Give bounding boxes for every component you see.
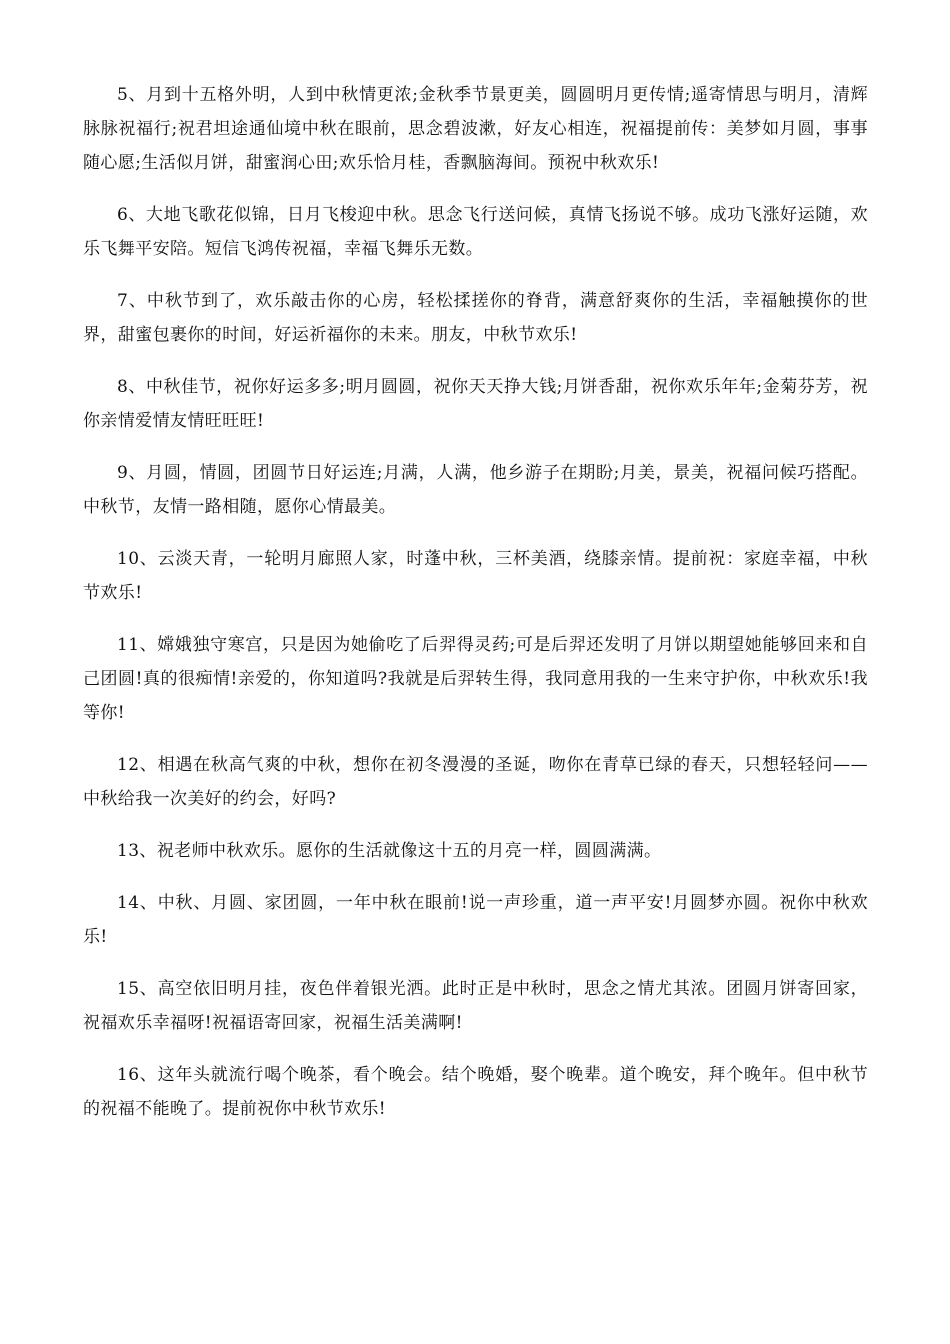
paragraph-15: 15、高空依旧明月挂，夜色伴着银光洒。此时正是中秋时，思念之情尤其浓。团圆月饼寄回家，祝福欢乐幸福呀!祝福语寄回家，祝福生活美满啊! (83, 979, 868, 1033)
paragraph-5: 5、月到十五格外明，人到中秋情更浓;金秋季节景更美，圆圆明月更传情;遥寄情思与明月，清辉脉脉祝福行;祝君坦途通仙境中秋在眼前，思念碧波漱，好友心相连，祝福提前传：美梦如月圆，事事随心愿;生活似月饼，甜蜜润心田;欢乐恰月桂，香飘脑海间。预祝中秋欢乐! (83, 85, 868, 173)
paragraph-16: 16、这年头就流行喝个晚茶，看个晚会。结个晚婚，娶个晚辈。道个晚安，拜个晚年。但中秋节的祝福不能晚了。提前祝你中秋节欢乐! (83, 1065, 868, 1119)
paragraph-6: 6、大地飞歌花似锦，日月飞梭迎中秋。思念飞行送问候，真情飞扬说不够。成功飞涨好运随，欢乐飞舞平安陪。短信飞鸿传祝福，幸福飞舞乐无数。 (83, 205, 868, 259)
paragraph-9: 9、月圆，情圆，团圆节日好运连;月满，人满，他乡游子在期盼;月美，景美，祝福问候巧搭配。中秋节，友情一路相随，愿你心情最美。 (83, 463, 868, 517)
paragraph-14: 14、中秋、月圆、家团圆，一年中秋在眼前!说一声珍重，道一声平安!月圆梦亦圆。祝你中秋欢乐! (83, 893, 868, 947)
paragraph-8: 8、中秋佳节，祝你好运多多;明月圆圆，祝你天天挣大钱;月饼香甜，祝你欢乐年年;金菊芬芳，祝你亲情爱情友情旺旺旺! (83, 377, 868, 431)
paragraph-7: 7、中秋节到了，欢乐敲击你的心房，轻松揉搓你的脊背，满意舒爽你的生活，幸福触摸你的世界，甜蜜包裹你的时间，好运祈福你的未来。朋友，中秋节欢乐! (83, 291, 868, 345)
paragraph-12: 12、相遇在秋高气爽的中秋，想你在初冬漫漫的圣诞，吻你在青草已绿的春天，只想轻轻问——中秋给我一次美好的约会，好吗? (83, 755, 868, 809)
paragraph-11: 11、嫦娥独守寒宫，只是因为她偷吃了后羿得灵药;可是后羿还发明了月饼以期望她能够回来和自己团圆!真的很痴情!亲爱的，你知道吗?我就是后羿转生得，我同意用我的一生来守护你，中秋欢乐!我等你! (83, 635, 868, 723)
paragraph-10: 10、云淡天青，一轮明月廊照人家，时蓬中秋，三杯美酒，绕膝亲情。提前祝：家庭幸福，中秋节欢乐! (83, 549, 868, 603)
paragraph-13: 13、祝老师中秋欢乐。愿你的生活就像这十五的月亮一样，圆圆满满。 (117, 841, 662, 861)
document-body (83, 78, 868, 1144)
